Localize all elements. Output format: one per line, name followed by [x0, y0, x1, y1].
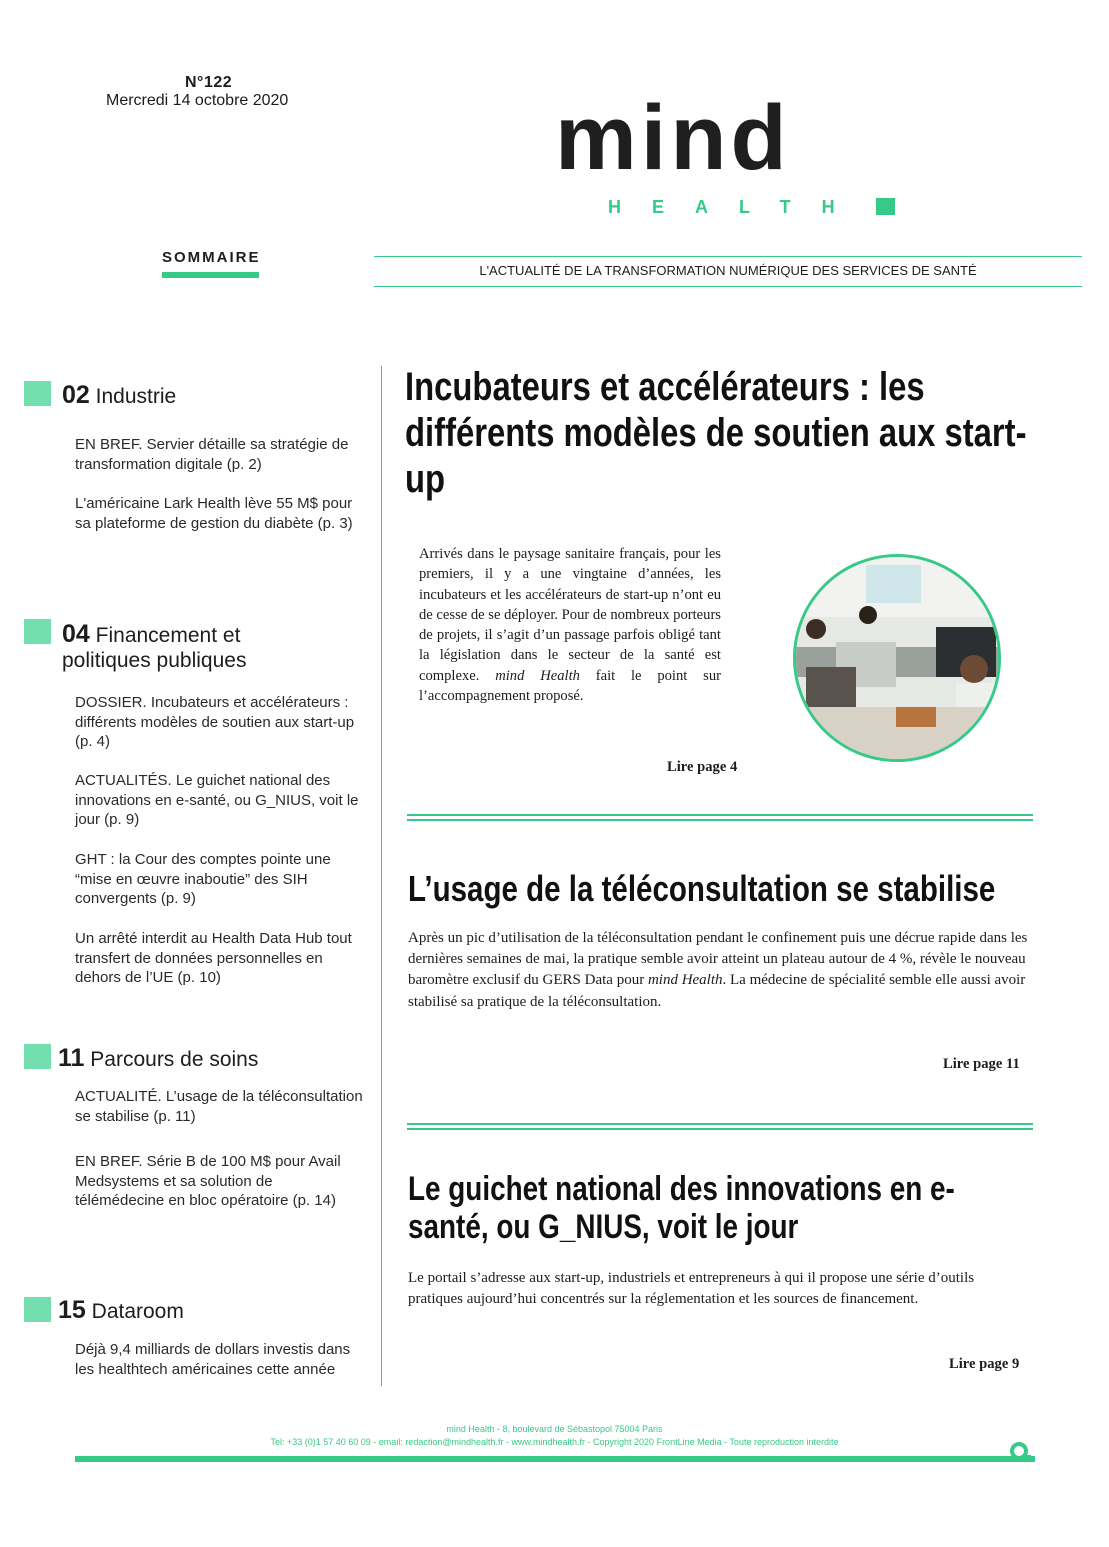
section-title-industrie[interactable]: 02 Industrie	[62, 381, 177, 409]
section-marker-icon	[24, 1297, 51, 1322]
section-marker-icon	[24, 381, 51, 406]
article-summary: Après un pic d’utilisation de la téléconsultation pendant le confinement puis une décrue rapide dans les dernières semaines de mai, la pratique semble avoir atteint un plateau autour de 4 %, révèle le nouveau baromètre exclusif du GERS Data pour mind Health. La médecine de spécialité semble elle aussi avoir stabilisé sa pratique de la téléconsultation.	[408, 930, 1028, 1010]
section-marker-icon	[24, 1044, 51, 1069]
column-divider	[381, 366, 382, 1386]
section-title-dataroom[interactable]: 15 Dataroom	[58, 1296, 184, 1324]
section-title-parcours[interactable]: 11 Parcours de soins	[58, 1044, 259, 1072]
article-photo-office	[793, 554, 1001, 762]
footer-address: mind Health - 8, boulevard de Sébastopol 75004 Paris	[446, 1424, 663, 1434]
issue-number: N°122	[185, 74, 233, 91]
logo-dot-icon	[1009, 1440, 1029, 1460]
read-more-link[interactable]: Lire page 9	[949, 1356, 1020, 1372]
toc-item[interactable]: EN BREF. Servier détaille sa stratégie de transformation digitale (p. 2)	[75, 436, 349, 473]
section-title-financement[interactable]: 04 Financement et politiques publiques	[62, 620, 247, 672]
footer-rule	[75, 1456, 1035, 1462]
article-separator	[407, 1123, 1033, 1130]
section-label: SOMMAIRE	[162, 249, 261, 266]
section-marker-icon	[24, 619, 51, 644]
toc-item[interactable]: DOSSIER. Incubateurs et accélérateurs : différents modèles de soutien aux start-up (p. 4)	[75, 694, 355, 750]
tagline-rule-bottom	[374, 286, 1082, 287]
read-more-link[interactable]: Lire page 4	[667, 759, 738, 775]
article-headline[interactable]: Incubateurs et accélérateurs : les différents modèles de soutien aux start-up	[405, 365, 1027, 501]
toc-item[interactable]: Déjà 9,4 milliards de dollars investis dans les healthtech américaines cette année	[75, 1341, 351, 1378]
tagline: L'ACTUALITÉ DE LA TRANSFORMATION NUMÉRIQUE DES SERVICES DE SANTÉ	[479, 263, 977, 278]
toc-item[interactable]: L'américaine Lark Health lève 55 M$ pour sa plateforme de gestion du diabète (p. 3)	[75, 495, 353, 532]
tagline-rule-top	[374, 256, 1082, 257]
logo-mind: mind	[555, 87, 791, 189]
toc-item[interactable]: ACTUALITÉS. Le guichet national des innovations en e-santé, ou G_NIUS, voit le jour (p. 9)	[75, 772, 359, 828]
toc-item[interactable]: ACTUALITÉ. L’usage de la téléconsultation se stabilise (p. 11)	[75, 1088, 363, 1125]
section-label-underline	[162, 272, 259, 278]
toc-item[interactable]: EN BREF. Série B de 100 M$ pour Avail Medsystems et sa solution de télémédecine en bloc opératoire (p. 14)	[75, 1153, 341, 1209]
read-more-link[interactable]: Lire page 11	[943, 1056, 1020, 1072]
article-summary: Arrivés dans le paysage sanitaire français, pour les premiers, il y a une vingtaine d’années, les incubateurs et les accélérateurs de start-up n’ont eu de cesse de se déployer. Pour de nombreux porteurs de projets, il s’agit d’un passage parfois obligé tant la législation dans le secteur de la santé est complexe. mind Health fait le point sur l’accompagnement proposé.	[419, 546, 721, 705]
toc-item[interactable]: Un arrêté interdit au Health Data Hub tout transfert de données personnelles en dehors de l’UE (p. 10)	[75, 930, 352, 986]
logo-health: HEALTH	[608, 197, 866, 217]
article-summary: Le portail s’adresse aux start-up, industriels et entrepreneurs à qui il propose une série d’outils pratiques aujourd’hui concentrés sur la réglementation et les sources de financement.	[408, 1270, 975, 1307]
article-headline[interactable]: L’usage de la téléconsultation se stabilise	[408, 868, 996, 909]
article-separator	[407, 814, 1033, 821]
toc-item[interactable]: GHT : la Cour des comptes pointe une “mise en œuvre inaboutie” des SIH convergents (p. 9)	[75, 851, 331, 907]
issue-date: Mercredi 14 octobre 2020	[106, 92, 289, 109]
footer-contact: Tel: +33 (0)1 57 40 60 09 - email: redaction@mindhealth.fr - www.mindhealth.fr - Copyright 2020 FrontLine Media - Toute reproduction interdite	[270, 1437, 839, 1447]
logo-square-icon	[876, 198, 895, 215]
article-headline[interactable]: Le guichet national des innovations en e-santé, ou G_NIUS, voit le jour	[408, 1170, 955, 1246]
